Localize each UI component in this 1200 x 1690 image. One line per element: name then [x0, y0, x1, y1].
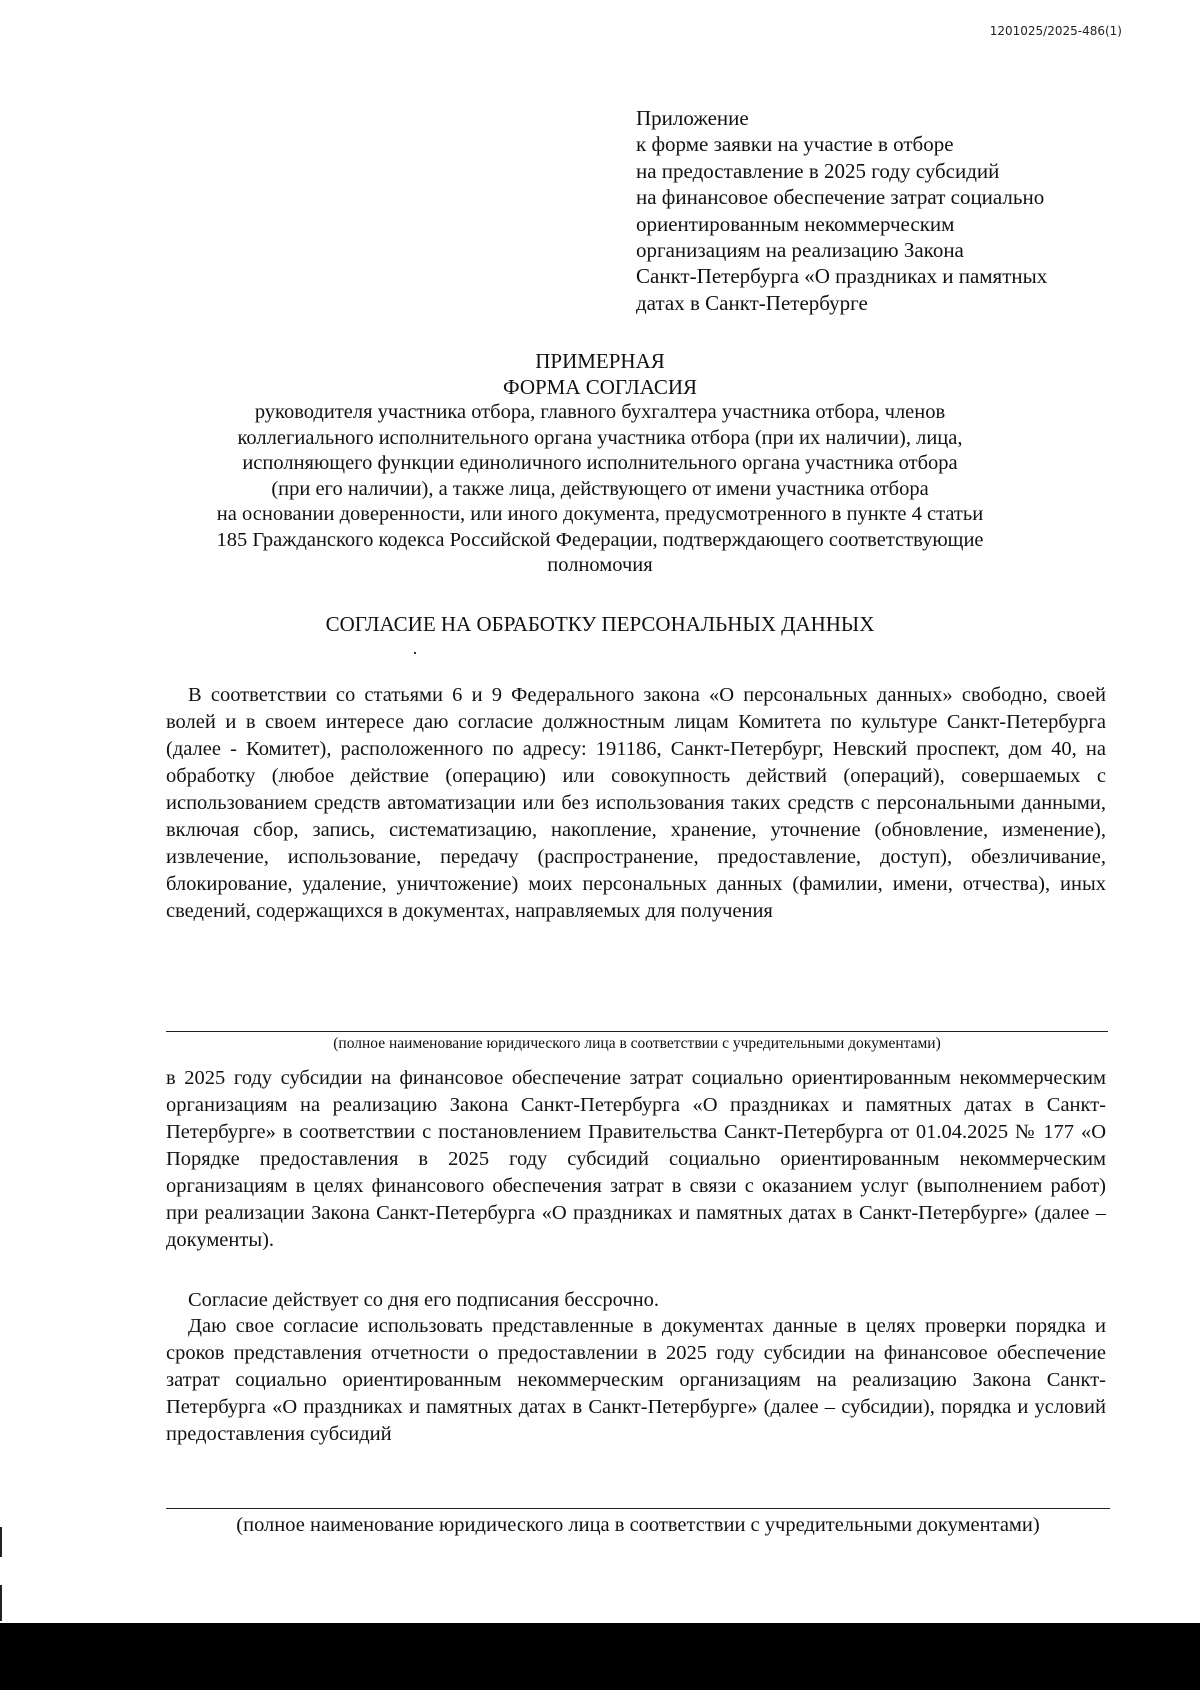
appendix-line: ориентированным некоммерческим	[636, 211, 955, 236]
consent-paragraph-2: в 2025 году субсидии на финансовое обеспечение затрат социально ориентированным некоммерческим организациям на реализацию Закона Санкт-Петербурга «О праздниках и памятных датах в Санкт-Петербурге» в соответствии с постановлением Правительства Санкт-Петербурга от 01.04.2025 № 177 «О Порядке предоставления в 2025 году субсидий социально ориентированным некоммерческим организациям в целях финансового обеспечения затрат в связи с оказанием услуг (выполнением работ) при реализации Закона Санкт-Петербурга «О праздниках и памятных датах в Санкт-Петербурге» (далее – документы).	[166, 1067, 1106, 1251]
document-id: 1201025/2025-486(1)	[989, 24, 1122, 38]
appendix-line: на предоставление в 2025 году субсидий	[636, 158, 1000, 183]
form-title-line-2: ФОРМА СОГЛАСИЯ	[502, 375, 698, 399]
fill-in-line-2[interactable]	[166, 1508, 1110, 1509]
fill-in-caption-2: (полное наименование юридического лица в соответствии с учредительными документами)	[236, 1514, 1040, 1536]
scan-edge-mark	[0, 1585, 2, 1621]
fill-in-caption-1: (полное наименование юридического лица в соответствии с учредительными документами)	[333, 1035, 941, 1052]
form-subtitle	[150, 400, 1050, 579]
consent-paragraph-1: В соответствии со статьями 6 и 9 Федерального закона «О персональных данных» свободно, своей волей и в своем интересе даю согласие должностным лицам Комитета по культуре Санкт-Петербурга (далее - Комитет), расположенного по адресу: 191186, Санкт-Петербург, Невский проспект, дом 40, на обработку (любое действие (операцию) или совокупность действий (операций), совершаемых с использованием средств автоматизации или без использования таких средств с персональными данными, включая сбор, запись, систематизацию, накопление, хранение, уточнение (обновление, изменение), извлечение, использование, передачу (распространение, предоставление, доступ), обезличивание, блокирование, удаление, уничтожение) моих персональных данных (фамилии, имени, отчества), иных сведений, содержащихся в документах, направляемых для получения	[166, 684, 1106, 922]
subtitle-line: исполняющего функции единоличного исполнительного органа участника отбора	[242, 452, 958, 474]
appendix-line: на финансовое обеспечение затрат социально	[636, 185, 1045, 210]
scan-edge-mark	[0, 1527, 2, 1557]
appendix-line: организациям на реализацию Закона	[636, 238, 964, 263]
fill-in-line-1[interactable]	[166, 1031, 1108, 1032]
subtitle-line: (при его наличии), а также лица, действующего от имени участника отбора	[271, 477, 929, 500]
appendix-line: Санкт-Петербурга «О праздниках и памятных	[636, 264, 1048, 289]
subtitle-line: коллегиального исполнительного органа участника отбора (при их наличии), лица,	[237, 426, 963, 449]
subtitle-line: на основании доверенности, или иного документа, предусмотренного в пункте 4 статьи	[216, 503, 984, 525]
scan-dot	[414, 652, 416, 654]
appendix-block	[636, 105, 1156, 316]
consent-paragraph-3: Согласие действует со дня его подписания бессрочно.	[188, 1289, 659, 1311]
consent-paragraph-4: Даю свое согласие использовать представленные в документах данные в целях проверки порядка и сроков представления отчетности о предоставлении в 2025 году субсидии на финансовое обеспечение затрат социально ориентированным некоммерческим организациям на реализацию Закона Санкт-Петербурга «О праздниках и памятных датах в Санкт-Петербурге» (далее – субсидии), порядка и условий предоставления субсидий	[166, 1315, 1106, 1445]
appendix-line: Приложение	[636, 106, 749, 130]
subtitle-line: полномочия	[547, 554, 653, 576]
appendix-line: датах в Санкт-Петербурге	[636, 290, 868, 315]
form-title	[100, 348, 1100, 400]
scan-bottom-band	[0, 1623, 1200, 1690]
consent-heading: СОГЛАСИЕ НА ОБРАБОТКУ ПЕРСОНАЛЬНЫХ ДАННЫХ	[325, 612, 875, 636]
form-title-line-1: ПРИМЕРНАЯ	[535, 349, 665, 373]
appendix-line: к форме заявки на участие в отборе	[636, 132, 954, 157]
subtitle-line: 185 Гражданского кодекса Российской Федерации, подтверждающего соответствующие	[216, 528, 984, 551]
subtitle-line: руководителя участника отбора, главного бухгалтера участника отбора, членов	[254, 401, 946, 423]
